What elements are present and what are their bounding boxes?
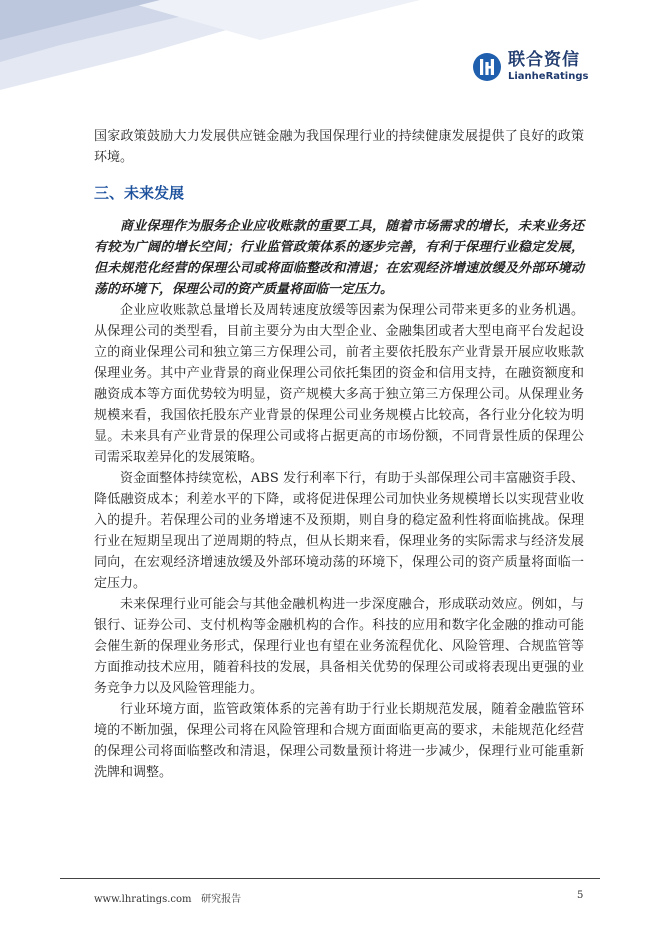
lianhe-logo — [472, 52, 588, 82]
lianhe-logo-icon — [472, 52, 502, 82]
paragraph-receivables: 企业应收账款总量增长及周转速度放缓等因素为保理公司带来更多的业务机遇。从保理公司的类型看，目前主要分为由大型企业、金融集团或者大型电商平台发起设立的商业保理公司和独立第三方保理公司，前者主要依托股东产业背景开展应收账款保理业务。其中产业背景的商业保理公司依托集团的资金和信用支持，在融资额度和融资成本等方面优势较为明显，资产规模大多高于独立第三方保理公司。从保理业务规模来看，我国依托股东产业背景的保理公司业务规模占比较高，各行业分化较为明显。未来具有产业背景的保理公司或将占据更高的市场份额，不同背景性质的保理公司需采取差异化的发展策略。 — [94, 303, 584, 465]
footer-source — [94, 890, 241, 905]
footer-website[interactable]: www.lhratings.com — [94, 894, 192, 905]
logo-english-name: LianheRatings — [508, 71, 589, 82]
report-body — [94, 126, 584, 783]
footer-label: 研究报告 — [201, 894, 242, 905]
page-number: 5 — [577, 890, 584, 901]
section-title: 三、未来发展 — [94, 184, 185, 202]
paragraph-integration: 未来保理行业可能会与其他金融机构进一步深度融合，形成联动效应。例如，与银行、证券公司、支付机构等金融机构的合作。科技的应用和数字化金融的推动可能会催生新的保理业务形式，保理行业也有望在业务流程优化、风险管理、合规监管等方面推动技术应用，随着科技的发展，具备相关优势的保理公司或将表现出更强的业务竞争力以及风险管理能力。 — [94, 597, 584, 696]
intro-paragraph: 国家政策鼓励大力发展供应链金融为我国保理行业的持续健康发展提供了良好的政策环境。 — [94, 129, 584, 165]
paragraph-funding: 资金面整体持续宽松，ABS 发行利率下行，有助于头部保理公司丰富融资手段、降低融资成本；利差水平的下降，或将促进保理公司加快业务规模增长以实现营业收入的提升。若保理公司的业务增速不及预期，则自身的稳定盈利性将面临挑战。保理行业在短期呈现出了逆周期的特点，但从长期来看，保理业务的实际需求与经济发展同向，在宏观经济增速放缓及外部环境动荡的环境下，保理公司的资产质量将面临一定压力。 — [94, 471, 584, 591]
logo-chinese-name: 联合资信 — [508, 50, 580, 70]
paragraph-regulation: 行业环境方面，监管政策体系的完善有助于行业长期规范发展，随着金融监管环境的不断加强，保理公司将在风险管理和合规方面面临更高的要求，未能规范化经营的保理公司将面临整改和清退，保理公司数量预计将进一步减少，保理行业可能重新洗牌和调整。 — [94, 702, 584, 780]
footer-divider — [60, 878, 600, 879]
section-summary: 商业保理作为服务企业应收账款的重要工具，随着市场需求的增长，未来业务还有较为广阔的增长空间；行业监管政策体系的逐步完善，有利于保理行业稳定发展，但未规范化经营的保理公司或将面临整改和清退；在宏观经济增速放缓及外部环境动荡的环境下，保理公司的资产质量将面临一定压力。 — [94, 219, 584, 297]
